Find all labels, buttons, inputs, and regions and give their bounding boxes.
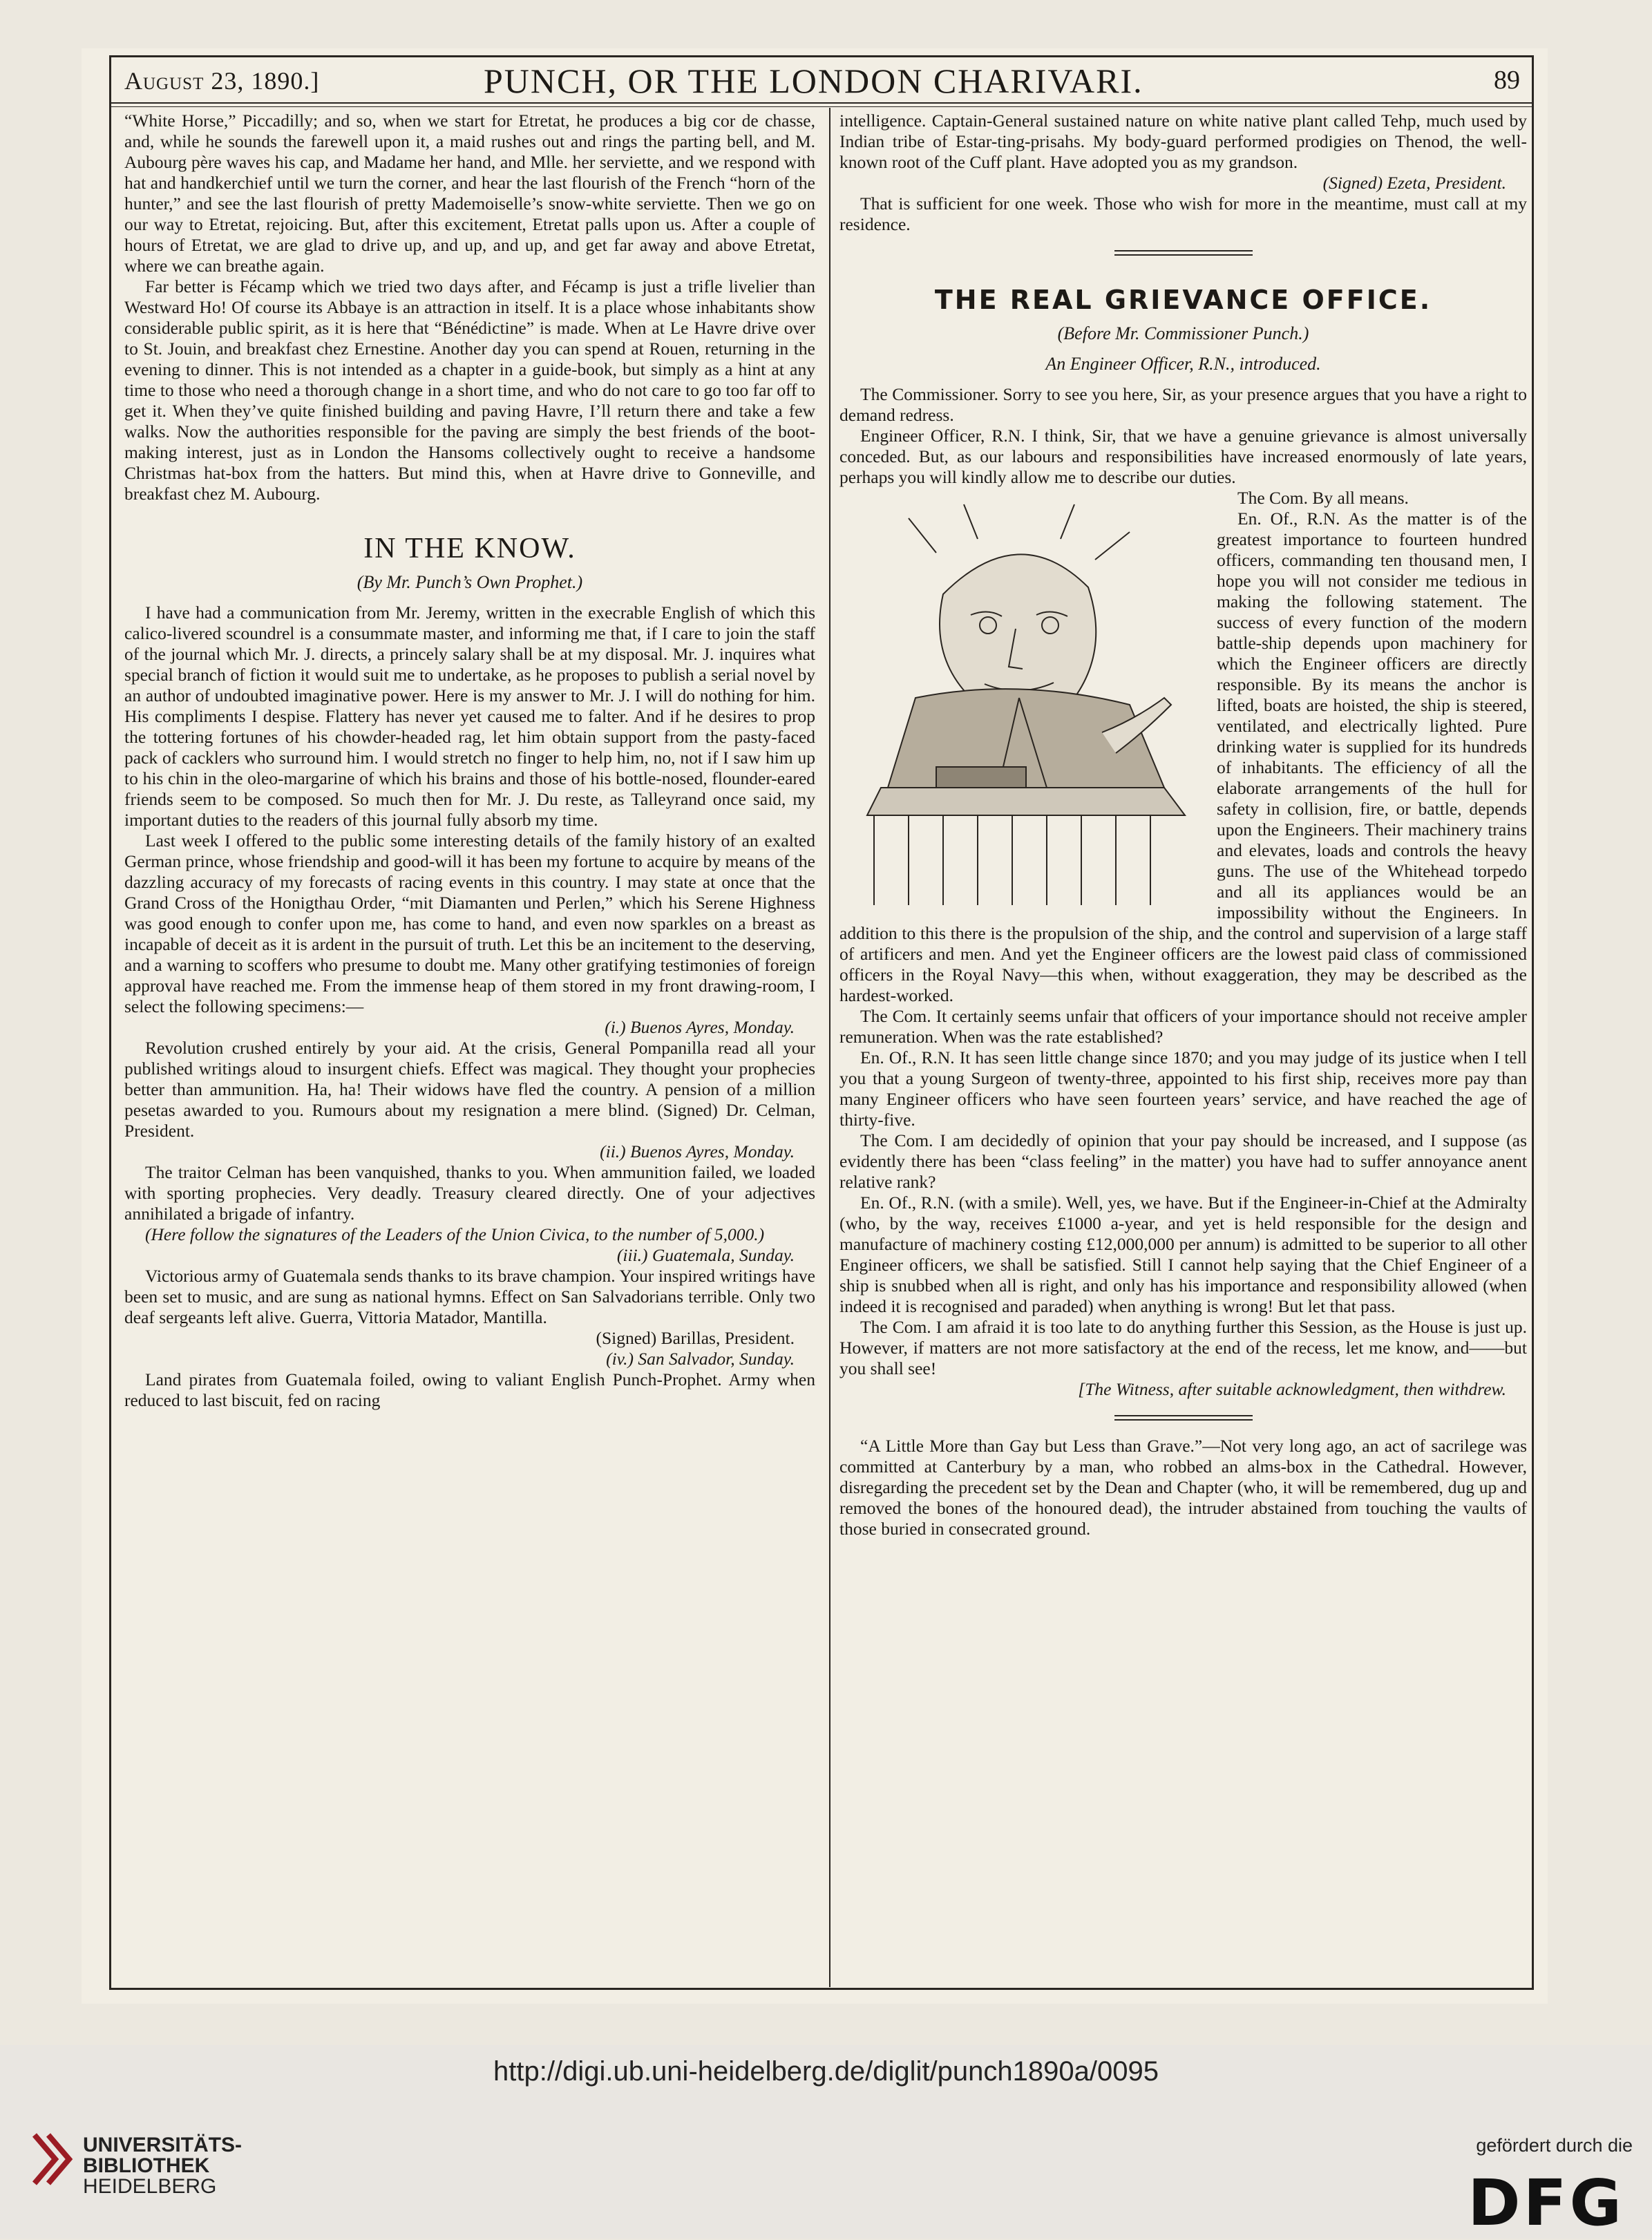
section-divider — [1114, 250, 1253, 256]
stage-direction: [The Witness, after suitable acknowledgment, then withdrew. — [1078, 1379, 1506, 1399]
article-paragraph: Last week I offered to the public some interesting details of the family history of an exalted German prince, whose friendship and good-will it has been my fortune to acquire by means of the dazzling accuracy of my forecasts of racing events in this country. I may state at once that the Grand Cross of the Honigthau Order, “mit Diamanten und Perlen,” which his Serene Highness was good enough to confer upon me, has come to hand, and even now sparkles on a breast as incapable of deceit as it is ardent in the pursuit of truth. Let this be an incitement to the deserving, and a warning to scoffers who presume to doubt me. Many other gratifying testimonies of foreign approval have reached me. From the immense heap of them stored in my front drawing-room, I select the following specimens:— — [124, 830, 815, 1016]
dialogue-paragraph: The Com. I am decidedly of opinion that your pay should be increased, and I suppose (as evidently there has been “class feeling” in the matter) you have had to suffer annoyance anent relative rank? — [839, 1130, 1527, 1192]
article-byline: (By Mr. Punch’s Own Prophet.) — [357, 572, 583, 592]
dfg-logo: DFG — [1468, 2166, 1624, 2240]
university-logo-icon — [28, 2128, 76, 2190]
article-title: THE REAL GRIEVANCE OFFICE. — [934, 285, 1432, 315]
dialogue-paragraph: The Com. I am afraid it is too late to do anything further this Session, as the House is just up. However, if matters are not more satisfactory at the end of the recess, let me know, and——but you shall see! — [839, 1317, 1527, 1378]
dialogue-paragraph: En. Of., R.N. It has seen little change since 1870; and you may judge of its justice when I tell you that a young Surgeon of twenty-three, appointed to his first ship, receives more pay than many Engineer officers who have seen fourteen years’ service, and have reached the age of thirty-five. — [839, 1047, 1527, 1130]
engineer-officer-illustration — [839, 491, 1206, 912]
dateline: (ii.) Buenos Ayres, Monday. — [600, 1141, 795, 1161]
signature: (Signed) Barillas, President. — [596, 1328, 795, 1348]
right-column — [839, 111, 1527, 1539]
left-column — [124, 111, 815, 1411]
header-rule-thin — [111, 106, 1532, 107]
telegram-note: (Here follow the signatures of the Leaders of the Union Civica, to the number of 5,000.) — [145, 1224, 765, 1244]
source-url-link[interactable]: http://digi.ub.uni-heidelberg.de/diglit/punch1890a/0095 — [493, 2056, 1159, 2087]
telegram-continued: intelligence. Captain-General sustained nature on white native plant called Tehp, much used by Indian tribe of Estar-ting-prisahs. My body-guard performed prodigies on Thenod, the well-known root of the Cuff plant. Have adopted you as my grandson. — [839, 111, 1527, 172]
header-rule — [111, 102, 1532, 104]
dialogue-paragraph: The Commissioner. Sorry to see you here, Sir, as your presence argues that you have a right to demand redress. — [839, 384, 1527, 425]
header-date: August 23, 1890.] — [124, 67, 320, 95]
dialogue-paragraph: En. Of., R.N. As the matter is of the greatest importance to fourteen hundred officers, commanding ten thousand men, I hope you will not consider me tedious in making the following statement. The success of every function of the modern battle-ship depends upon machinery for which the Engineer officers are directly responsible. By its means the anchor is lifted, boats are hoisted, the ship is steered, ventilated, and electrically lighted. Pure drinking water is supplied for its hundreds of inhabitants. The efficiency of all the elaborate arrangements of the hull for safety in collision, fire, or battle, depends upon the Engineers. Their machinery trains and elevates, loads and controls the heavy guns. The use of the Whitehead torpedo and all its appliances would be an impossibility without the Engineers. In addition to this there is the propulsion of the ship, and the control and supervision of a large staff of artificers and men. And yet the Engineer officers are the lowest paid class of commissioned officers in the Royal Navy—this when, without exaggeration, they may be described as the hardest-worked. — [839, 509, 1527, 1005]
telegram: Victorious army of Guatemala sends thanks to its brave champion. Your inspired writings have been set to music, and are sung as national hymns. Effect on San Salvadorians terrible. Only two deaf sergeants left alive. Guerra, Vittoria Matador, Mantilla. — [124, 1266, 815, 1327]
dialogue-paragraph: The Com. By all means. — [1237, 488, 1409, 508]
dialogue-paragraph: Engineer Officer, R.N. I think, Sir, that we have a genuine grievance is almost universally conceded. But, as our labours and responsibilities have increased enormously of late years, perhaps you will kindly allow me to describe our duties. — [839, 426, 1527, 487]
running-header — [124, 61, 1520, 101]
telegram: Land pirates from Guatemala foiled, owing to valiant English Punch-Prophet. Army when reduced to last biscuit, fed on racing — [124, 1369, 815, 1410]
page-number: 89 — [1494, 66, 1520, 95]
dateline: (iv.) San Salvador, Sunday. — [606, 1349, 795, 1369]
section-divider — [1114, 1415, 1253, 1421]
dialogue-paragraph: The Com. It certainly seems unfair that officers of your importance should not receive ampler remuneration. When was the rate established? — [839, 1006, 1527, 1047]
funding-note: gefördert durch die — [1476, 2135, 1633, 2156]
intro-paragraph: “White Horse,” Piccadilly; and so, when we start for Etretat, he produces a big cor de chasse, and, while he sounds the farewell upon it, a maid rushes out and rings the parting bell, and M. Aubourg père waves his cap, and Madame her hand, and Mlle. her serviette, and we respond with hat and handkerchief until we turn the corner, and hear the last flourish of the French “horn of the hunter,” and see the last flourish of pretty Mademoiselle’s snow-white serviette. Then we go on our way to Etretat, rejoicing. But, after this excitement, Etretat palls upon us. After a couple of hours of Etretat, we are glad to drive up, and up, and up, and get far away and above Etretat, where we can breathe again. — [124, 111, 815, 276]
header-title: PUNCH, OR THE LONDON CHARIVARI. — [484, 61, 1143, 100]
article-paragraph: I have had a communication from Mr. Jeremy, written in the execrable English of which this calico-livered scoundrel is a consummate master, and informing me that, if I care to join the staff of the journal which Mr. J. directs, a princely salary shall be at my disposal. Mr. J. inquires what special branch of fiction it would suit me to undertake, as he proposes to publish a serial novel by an author of undoubted imaginative power. Here is my answer to Mr. J. I will do nothing for him. His compliments I despise. Flattery has never yet caused me to falter. And if he desires to prop the tottering fortunes of his chowder-headed rag, let him obtain support from the pasty-faced pack of cacklers who surround him. I would stretch no finger to help him, no, not if I saw him up to his chin in the oleo-margarine of which his brains and those of his bottle-nosed, flounder-eared friends seem to be composed. So much then for Mr. J. Du reste, as Talleyrand once said, my important duties to the readers of this journal fully absorb my time. — [124, 602, 815, 830]
dialogue-paragraph: En. Of., R.N. (with a smile). Well, yes, we have. But if the Engineer-in-Chief at the Admiralty (who, by the way, receives £1000 a-year, and yet is held responsible for the design and manufacture of machinery costing £12,000,000 per annum) is admitted to be superior to all other Engineer officers, we shall be satisfied. Still I cannot help saying that the Chief Engineer of a ship is snubbed when all is right, and only has his importance and responsibility allowed (when indeed it is recognised and paraded) when anything is wrong! But let that pass. — [839, 1193, 1527, 1316]
telegram: Revolution crushed entirely by your aid. At the crisis, General Pompanilla read all your published writings aloud to insurgent chiefs. Effect was magical. They thought your prophecies better than ammunition. Ha, ha! Their widows have fled the country. A pension of a million pesetas awarded to you. Rumours about my resignation a mere blind. (Signed) Dr. Celman, President. — [124, 1038, 815, 1141]
article-title: IN THE KNOW. — [363, 533, 576, 564]
dateline: (i.) Buenos Ayres, Monday. — [605, 1017, 795, 1037]
telegram: The traitor Celman has been vanquished, thanks to you. When ammunition failed, we loaded with sporting prophecies. Very deadly. Treasury cleared directly. One of your adjectives annihilated a brigade of infantry. — [124, 1162, 815, 1224]
column-separator — [829, 108, 830, 1987]
signature: (Signed) Ezeta, President. — [1322, 173, 1506, 193]
library-name: UNIVERSITÄTS- BIBLIOTHEK HEIDELBERG — [83, 2134, 243, 2198]
final-paragraph: “A Little More than Gay but Less than Grave.”—Not very long ago, an act of sacrilege was committed at Canterbury by a man, who robbed an alms-box in the Cathedral. However, disregarding the precedent set by the Dean and Chapter (who, it will be remembered, dug up and removed the bones of the honoured dead), the intruder abstained from touching the vaults of those buried in consecrated ground. — [839, 1436, 1527, 1539]
closing-paragraph: That is sufficient for one week. Those who wish for more in the meantime, must call at my residence. — [839, 193, 1527, 234]
dateline: (iii.) Guatemala, Sunday. — [616, 1245, 795, 1265]
article-intro: An Engineer Officer, R.N., introduced. — [1045, 354, 1321, 374]
intro-paragraph: Far better is Fécamp which we tried two days after, and Fécamp is just a trifle livelier than Westward Ho! Of course its Abbaye is an attraction in itself. It is a place whose inhabitants show considerable public spirit, as it is here that “Bénédictine” is made. When at Le Havre drive over to St. Jouin, and breakfast chez Ernestine. Another day you can spend at Rouen, returning in the evening to dinner. This is not intended as a chapter in a guide-book, but simply as a hint at any time to those who need a thorough change in a short time, and who do not care to go too far off to get it. When they’ve quite finished building and paving Havre, I’ll return there and take a few walks. Now the authorities responsible for the paving are simply the best friends of the boot-making interest, just as in London the Hansoms collectively ought to receive a handsome Christmas hat-box from the hatters. But mind this, when at Havre drive to Gonneville, and breakfast chez M. Aubourg. — [124, 276, 815, 504]
article-byline: (Before Mr. Commissioner Punch.) — [1057, 323, 1309, 343]
